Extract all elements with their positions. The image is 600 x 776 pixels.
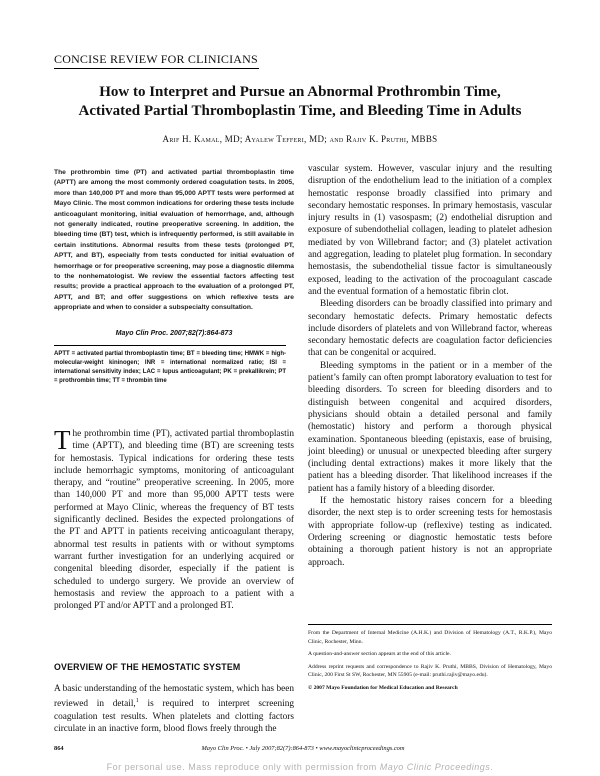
overview-paragraph: [54, 683, 294, 735]
page-number: 864: [54, 745, 64, 752]
watermark-suffix: .: [490, 762, 494, 772]
right-column-body: [308, 163, 552, 569]
reference-marker: 1: [135, 698, 139, 705]
intro-paragraph: [54, 425, 294, 612]
author-list: Arif H. Kamal, MD; Ayalew Tefferi, MD; and Rajiv K. Pruthi, MBBS: [162, 134, 438, 144]
correspondence-address: Address reprint requests and correspondence to Rajiv K. Pruthi, MBBS, Division of Hematology, Mayo Clinic, 200 First St SW, Rochester, MN 55905 (e-mail: pruthi.rajiv@mayo.edu).: [308, 663, 552, 679]
permission-watermark: [0, 762, 600, 772]
title-line-1: How to Interpret and Pursue an Abnormal Prothrombin Time,: [99, 84, 501, 100]
qa-note: A question-and-answer section appears at the end of this article.: [308, 651, 451, 658]
abbreviations-box: APTT = activated partial thromboplastin time; BT = bleeding time; HMWK = high-molecular-weight kininogen; INR = international normalized ratio; ISI = international sensitivity index; LAC = lupus anticoagulant; PK = prekallikrein; PT = prothrombin time; TT = thrombin time: [54, 345, 286, 386]
paragraph: vascular system. However, vascular injury and the resulting disruption of the endothelium lead to the initiation of a complex hemostatic response broadly classified into primary and secondary hemostatic responses. In primary hemostasis, vascular injury results in (1) vasospasm; (2) endothelial disruption and exposure of subendothelial collagen, leading to platelet adhesion mediated by von Willebrand factor; and (3) platelet activation and aggregation, leading to platelet plug formation. In secondary hemostasis, the subendothelial tissue factor is simultaneously exposed, leading to the activation of the procoagulant cascade and the eventual formation of a hemostatic fibrin clot.: [308, 164, 552, 297]
section-heading: OVERVIEW OF THE HEMOSTATIC SYSTEM: [54, 662, 241, 672]
copyright-notice: © 2007 Mayo Foundation for Medical Education and Research: [308, 684, 458, 691]
title-line-2: Activated Partial Thromboplastin Time, and Bleeding Time in Adults: [78, 103, 522, 119]
overview-text-rest: is required to interpret screening coagulation test results. When platelets and clotting factors circulate in an inactive form, blood flows freely through the: [54, 699, 294, 734]
article-title: [40, 83, 560, 121]
intro-text: he prothrombin time (PT), activated partial thromboplastin time (APTT), and bleeding time (BT) are screening tests for hemostasis. Typical indications for ordering these tests include hemorrhagic symptoms, monitoring of anticoagulant therapy, and “routine” preoperative screening. In 2005, more than 140,000 PT and more than 95,000 APTT tests were performed at Mayo Clinic, whereas the frequency of BT tests significantly declined. Besides the expected prolongations of the PT and APTT in patients receiving anticoagulant therapy, abnormal test results in patients with or without symptoms warrant further investigation for an underlying acquired or congenital bleeding disorder, especially if the patient is scheduled to undergo surgery. We provide an overview of hemostasis and review the approach to a patient with a prolonged PT and/or APTT and a prolonged BT.: [54, 429, 294, 612]
affiliation-text: From the Department of Internal Medicine (A.H.K.) and Division of Hematology (A.T., R.K.P.), Mayo Clinic, Rochester, Minn.: [308, 630, 552, 645]
section-label: CONCISE REVIEW FOR CLINICIANS: [54, 52, 258, 66]
paragraph: Bleeding disorders can be broadly classified into primary and secondary hemostatic defects. Primary hemostatic defects include disorders of platelets and von Willebrand factor, whereas secondary hemostatic defects are coagulation factor deficiencies that can be congenital or acquired.: [308, 299, 552, 359]
affiliations-footnote: [308, 624, 552, 697]
drop-cap: T: [54, 425, 71, 455]
paragraph: If the hemostatic history raises concern for a bleeding disorder, the next step is to order screening tests for hemostasis with appropriate follow-up (reflexive) testing as indicated. Ordering screening or diagnostic hemostatic tests before obtaining a thorough patient history is not an appropriate approach.: [308, 496, 552, 568]
header-rule: [54, 68, 259, 69]
citation: Mayo Clin Proc. 2007;82(7):864-873: [115, 330, 233, 337]
watermark-prefix: For personal use. Mass reproduce only with permission from: [106, 762, 380, 772]
journal-footer-line: Mayo Clin Proc. • July 2007;82(7):864-873 • www.mayoclinicproceedings.com: [201, 745, 405, 752]
abstract: The prothrombin time (PT) and activated partial thromboplastin time (APTT) are among the most commonly ordered coagulation tests. In 2005, more than 140,000 PT and more than 95,000 APTT tests were performed at Mayo Clinic. The most common indications for ordering these tests include anticoagulant monitoring, initial evaluation of hemorrhage, and, although not generally indicated, routine preoperative screening. In addition, the bleeding time (BT) test, which is infrequently performed, is still available in certain institutions. Abnormal results from these tests (prolonged PT, APTT, and BT), especially from tests conducted for initial evaluation of hemorrhage or for preoperative screening, may pose a diagnostic dilemma to the nonhematologist. We review the essential factors affecting test results; provide a practical approach to the evaluation of a prolonged PT, APTT, and BT; and offer suggestions on which reflexive tests are appropriate and when to consider a subspecialty consultation.: [54, 169, 294, 312]
watermark-journal: Mayo Clinic Proceedings: [379, 762, 491, 772]
paragraph: Bleeding symptoms in the patient or in a member of the patient’s family can often prompt laboratory evaluation to test for bleeding disorders. To screen for bleeding disorders and to distinguish between congenital and acquired disorders, physicians should obtain a detailed personal and family (hemostatic) history and perform a thorough physical examination. Spontaneous bleeding (epistaxis, ease of bruising, joint bleeding) or unusual or unexpected bleeding after surgery (including dental extractions) makes it more likely that the patient has a bleeding disorder. That likelihood increases if the patient has a family history of a bleeding disorder.: [308, 360, 552, 494]
overview-text-start: A basic understanding of the hemostatic system, which has been reviewed in detail,: [54, 684, 294, 710]
